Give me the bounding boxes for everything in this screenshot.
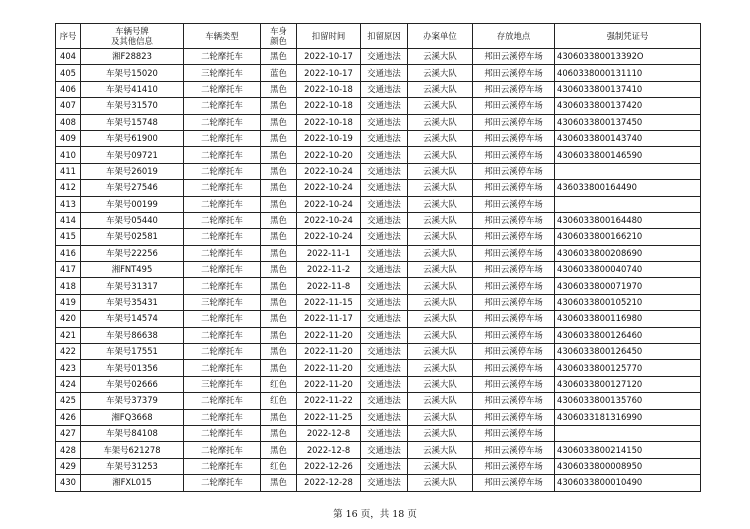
table-row <box>56 360 701 376</box>
cell-reason: 交通违法 <box>361 425 408 441</box>
cell-cert-no: 4306033800137420 <box>555 98 701 114</box>
cell-color: 黑色 <box>261 262 297 278</box>
cell-vehicle-type: 二轮摩托车 <box>184 229 261 245</box>
cell-detain-time: 2022-10-24 <box>297 229 361 245</box>
column-header: 序号 <box>56 24 81 49</box>
cell-unit: 云溪大队 <box>408 442 473 458</box>
table-row <box>56 130 701 146</box>
cell-plate: 车架号84108 <box>81 425 184 441</box>
table-row <box>56 180 701 196</box>
cell-detain-time: 2022-11-25 <box>297 409 361 425</box>
cell-detain-time: 2022-11-20 <box>297 376 361 392</box>
cell-detain-time: 2022-10-17 <box>297 49 361 65</box>
vehicle-detention-table <box>55 23 701 492</box>
cell-vehicle-type: 二轮摩托车 <box>184 475 261 491</box>
cell-location: 邦田云溪停车场 <box>473 196 555 212</box>
cell-cert-no: 4306033800164480 <box>555 212 701 228</box>
cell-location: 邦田云溪停车场 <box>473 147 555 163</box>
cell-index: 414 <box>56 212 81 228</box>
cell-color: 黑色 <box>261 229 297 245</box>
cell-cert-no: 4306033800040740 <box>555 262 701 278</box>
cell-color: 红色 <box>261 393 297 409</box>
column-header: 车身 颜色 <box>261 24 297 49</box>
table-row <box>56 229 701 245</box>
cell-plate: 车架号27546 <box>81 180 184 196</box>
cell-vehicle-type: 二轮摩托车 <box>184 425 261 441</box>
cell-color: 黑色 <box>261 98 297 114</box>
cell-plate: 车架号22256 <box>81 245 184 261</box>
cell-vehicle-type: 二轮摩托车 <box>184 327 261 343</box>
cell-vehicle-type: 二轮摩托车 <box>184 442 261 458</box>
table-row <box>56 376 701 392</box>
cell-cert-no: 4306033800127120 <box>555 376 701 392</box>
cell-plate: 车架号09721 <box>81 147 184 163</box>
cell-location: 邦田云溪停车场 <box>473 360 555 376</box>
cell-unit: 云溪大队 <box>408 458 473 474</box>
cell-cert-no <box>555 425 701 441</box>
cell-location: 邦田云溪停车场 <box>473 278 555 294</box>
cell-plate: 车架号31253 <box>81 458 184 474</box>
cell-reason: 交通违法 <box>361 180 408 196</box>
cell-plate: 车架号61900 <box>81 130 184 146</box>
cell-cert-no: 4306033800143740 <box>555 130 701 146</box>
cell-reason: 交通违法 <box>361 98 408 114</box>
cell-color: 黑色 <box>261 196 297 212</box>
cell-vehicle-type: 二轮摩托车 <box>184 147 261 163</box>
column-header: 办案单位 <box>408 24 473 49</box>
cell-reason: 交通违法 <box>361 409 408 425</box>
cell-unit: 云溪大队 <box>408 278 473 294</box>
cell-index: 425 <box>56 393 81 409</box>
cell-color: 黑色 <box>261 278 297 294</box>
cell-color: 黑色 <box>261 311 297 327</box>
cell-reason: 交通违法 <box>361 475 408 491</box>
cell-detain-time: 2022-12-8 <box>297 442 361 458</box>
cell-color: 黑色 <box>261 147 297 163</box>
cell-index: 428 <box>56 442 81 458</box>
cell-detain-time: 2022-11-20 <box>297 360 361 376</box>
cell-cert-no: 4306033800116980 <box>555 311 701 327</box>
cell-plate: 车架号35431 <box>81 294 184 310</box>
cell-location: 邦田云溪停车场 <box>473 376 555 392</box>
table-row <box>56 393 701 409</box>
cell-index: 424 <box>56 376 81 392</box>
cell-color: 红色 <box>261 376 297 392</box>
cell-cert-no: 4306033800137450 <box>555 114 701 130</box>
cell-index: 417 <box>56 262 81 278</box>
cell-unit: 云溪大队 <box>408 163 473 179</box>
cell-vehicle-type: 二轮摩托车 <box>184 130 261 146</box>
cell-unit: 云溪大队 <box>408 344 473 360</box>
cell-detain-time: 2022-11-2 <box>297 262 361 278</box>
cell-color: 黑色 <box>261 49 297 65</box>
table-row <box>56 294 701 310</box>
cell-color: 黑色 <box>261 425 297 441</box>
cell-plate: 车架号14574 <box>81 311 184 327</box>
cell-location: 邦田云溪停车场 <box>473 262 555 278</box>
cell-index: 408 <box>56 114 81 130</box>
table-row <box>56 245 701 261</box>
cell-detain-time: 2022-10-24 <box>297 163 361 179</box>
cell-location: 邦田云溪停车场 <box>473 294 555 310</box>
cell-location: 邦田云溪停车场 <box>473 180 555 196</box>
cell-reason: 交通违法 <box>361 147 408 163</box>
cell-unit: 云溪大队 <box>408 196 473 212</box>
cell-detain-time: 2022-10-18 <box>297 98 361 114</box>
cell-index: 429 <box>56 458 81 474</box>
cell-detain-time: 2022-11-20 <box>297 327 361 343</box>
cell-reason: 交通违法 <box>361 376 408 392</box>
cell-reason: 交通违法 <box>361 327 408 343</box>
cell-cert-no: 4306033800135760 <box>555 393 701 409</box>
column-header: 扣留原因 <box>361 24 408 49</box>
table-row <box>56 262 701 278</box>
cell-plate: 车架号86638 <box>81 327 184 343</box>
cell-plate: 车架号02581 <box>81 229 184 245</box>
cell-cert-no: 430603380013392O <box>555 49 701 65</box>
cell-reason: 交通违法 <box>361 278 408 294</box>
cell-cert-no: 4306033800166210 <box>555 229 701 245</box>
cell-vehicle-type: 二轮摩托车 <box>184 212 261 228</box>
cell-color: 黑色 <box>261 327 297 343</box>
cell-vehicle-type: 二轮摩托车 <box>184 98 261 114</box>
cell-index: 422 <box>56 344 81 360</box>
cell-reason: 交通违法 <box>361 81 408 97</box>
cell-location: 邦田云溪停车场 <box>473 458 555 474</box>
cell-detain-time: 2022-11-15 <box>297 294 361 310</box>
cell-location: 邦田云溪停车场 <box>473 130 555 146</box>
cell-cert-no: 4306033800126460 <box>555 327 701 343</box>
cell-location: 邦田云溪停车场 <box>473 245 555 261</box>
column-header: 扣留时间 <box>297 24 361 49</box>
cell-vehicle-type: 二轮摩托车 <box>184 163 261 179</box>
cell-reason: 交通违法 <box>361 344 408 360</box>
cell-unit: 云溪大队 <box>408 311 473 327</box>
cell-unit: 云溪大队 <box>408 294 473 310</box>
cell-location: 邦田云溪停车场 <box>473 163 555 179</box>
cell-reason: 交通违法 <box>361 245 408 261</box>
cell-unit: 云溪大队 <box>408 409 473 425</box>
table-row <box>56 147 701 163</box>
table-row <box>56 196 701 212</box>
cell-index: 405 <box>56 65 81 81</box>
cell-detain-time: 2022-10-17 <box>297 65 361 81</box>
cell-index: 415 <box>56 229 81 245</box>
cell-cert-no: 4306033800214150 <box>555 442 701 458</box>
cell-plate: 车架号621278 <box>81 442 184 458</box>
cell-unit: 云溪大队 <box>408 393 473 409</box>
table-row <box>56 344 701 360</box>
table-header <box>56 24 701 49</box>
table-row <box>56 458 701 474</box>
cell-detain-time: 2022-10-20 <box>297 147 361 163</box>
cell-vehicle-type: 二轮摩托车 <box>184 360 261 376</box>
cell-detain-time: 2022-11-1 <box>297 245 361 261</box>
table-row <box>56 163 701 179</box>
cell-cert-no: 4306033800010490 <box>555 475 701 491</box>
cell-cert-no: 4306033800125770 <box>555 360 701 376</box>
table-row <box>56 327 701 343</box>
cell-reason: 交通违法 <box>361 458 408 474</box>
cell-cert-no: 4306033800208690 <box>555 245 701 261</box>
cell-detain-time: 2022-11-8 <box>297 278 361 294</box>
cell-color: 黑色 <box>261 81 297 97</box>
cell-color: 黑色 <box>261 294 297 310</box>
cell-location: 邦田云溪停车场 <box>473 344 555 360</box>
cell-cert-no: 4306033800137410 <box>555 81 701 97</box>
cell-unit: 云溪大队 <box>408 376 473 392</box>
cell-color: 黑色 <box>261 344 297 360</box>
cell-unit: 云溪大队 <box>408 130 473 146</box>
cell-location: 邦田云溪停车场 <box>473 442 555 458</box>
cell-detain-time: 2022-10-18 <box>297 114 361 130</box>
cell-detain-time: 2022-12-8 <box>297 425 361 441</box>
table-body <box>56 49 701 492</box>
table-row <box>56 98 701 114</box>
table-row <box>56 81 701 97</box>
cell-location: 邦田云溪停车场 <box>473 212 555 228</box>
cell-reason: 交通违法 <box>361 294 408 310</box>
cell-unit: 云溪大队 <box>408 262 473 278</box>
cell-vehicle-type: 二轮摩托车 <box>184 409 261 425</box>
cell-detain-time: 2022-11-22 <box>297 393 361 409</box>
cell-index: 404 <box>56 49 81 65</box>
cell-cert-no: 436033800164490 <box>555 180 701 196</box>
cell-reason: 交通违法 <box>361 130 408 146</box>
cell-unit: 云溪大队 <box>408 65 473 81</box>
cell-vehicle-type: 二轮摩托车 <box>184 262 261 278</box>
cell-cert-no: 4306033800146590 <box>555 147 701 163</box>
cell-plate: 车架号00199 <box>81 196 184 212</box>
column-header: 存放地点 <box>473 24 555 49</box>
cell-cert-no: 4306033800008950 <box>555 458 701 474</box>
cell-unit: 云溪大队 <box>408 327 473 343</box>
column-header: 车辆号牌 及其他信息 <box>81 24 184 49</box>
cell-vehicle-type: 二轮摩托车 <box>184 81 261 97</box>
cell-plate: 车架号15020 <box>81 65 184 81</box>
cell-location: 邦田云溪停车场 <box>473 81 555 97</box>
cell-plate: 车架号17551 <box>81 344 184 360</box>
cell-unit: 云溪大队 <box>408 81 473 97</box>
cell-unit: 云溪大队 <box>408 425 473 441</box>
cell-vehicle-type: 三轮摩托车 <box>184 65 261 81</box>
cell-unit: 云溪大队 <box>408 49 473 65</box>
cell-color: 黑色 <box>261 212 297 228</box>
cell-cert-no <box>555 196 701 212</box>
cell-plate: 车架号26019 <box>81 163 184 179</box>
table-row <box>56 409 701 425</box>
cell-location: 邦田云溪停车场 <box>473 311 555 327</box>
cell-reason: 交通违法 <box>361 196 408 212</box>
cell-vehicle-type: 三轮摩托车 <box>184 294 261 310</box>
cell-plate: 车架号15748 <box>81 114 184 130</box>
cell-vehicle-type: 二轮摩托车 <box>184 344 261 360</box>
cell-cert-no: 4306033800126450 <box>555 344 701 360</box>
cell-detain-time: 2022-11-17 <box>297 311 361 327</box>
cell-unit: 云溪大队 <box>408 147 473 163</box>
cell-reason: 交通违法 <box>361 212 408 228</box>
cell-location: 邦田云溪停车场 <box>473 409 555 425</box>
cell-cert-no: 4060338000131110 <box>555 65 701 81</box>
cell-cert-no: 4306033181316990 <box>555 409 701 425</box>
cell-plate: 车架号02666 <box>81 376 184 392</box>
cell-location: 邦田云溪停车场 <box>473 114 555 130</box>
cell-location: 邦田云溪停车场 <box>473 98 555 114</box>
cell-index: 409 <box>56 130 81 146</box>
cell-index: 416 <box>56 245 81 261</box>
cell-detain-time: 2022-11-20 <box>297 344 361 360</box>
cell-vehicle-type: 二轮摩托车 <box>184 114 261 130</box>
cell-cert-no: 4306033800071970 <box>555 278 701 294</box>
cell-detain-time: 2022-10-18 <box>297 81 361 97</box>
table-row <box>56 49 701 65</box>
cell-unit: 云溪大队 <box>408 114 473 130</box>
cell-vehicle-type: 二轮摩托车 <box>184 278 261 294</box>
cell-plate: 湘FQ3668 <box>81 409 184 425</box>
table-row <box>56 442 701 458</box>
cell-index: 427 <box>56 425 81 441</box>
cell-reason: 交通违法 <box>361 229 408 245</box>
cell-unit: 云溪大队 <box>408 229 473 245</box>
cell-color: 黑色 <box>261 130 297 146</box>
cell-index: 407 <box>56 98 81 114</box>
cell-reason: 交通违法 <box>361 114 408 130</box>
cell-detain-time: 2022-10-24 <box>297 196 361 212</box>
cell-color: 黑色 <box>261 442 297 458</box>
cell-index: 423 <box>56 360 81 376</box>
cell-unit: 云溪大队 <box>408 98 473 114</box>
cell-location: 邦田云溪停车场 <box>473 425 555 441</box>
cell-index: 418 <box>56 278 81 294</box>
cell-detain-time: 2022-12-28 <box>297 475 361 491</box>
table-row <box>56 311 701 327</box>
cell-plate: 车架号31317 <box>81 278 184 294</box>
cell-index: 420 <box>56 311 81 327</box>
cell-plate: 湘FXL015 <box>81 475 184 491</box>
cell-cert-no <box>555 163 701 179</box>
cell-plate: 车架号05440 <box>81 212 184 228</box>
cell-index: 430 <box>56 475 81 491</box>
cell-vehicle-type: 三轮摩托车 <box>184 376 261 392</box>
cell-detain-time: 2022-12-26 <box>297 458 361 474</box>
cell-vehicle-type: 二轮摩托车 <box>184 393 261 409</box>
cell-color: 红色 <box>261 458 297 474</box>
cell-index: 411 <box>56 163 81 179</box>
cell-color: 黑色 <box>261 245 297 261</box>
cell-color: 蓝色 <box>261 65 297 81</box>
page-footer: 第 16 页，共 18 页 <box>333 509 417 520</box>
cell-unit: 云溪大队 <box>408 475 473 491</box>
cell-reason: 交通违法 <box>361 393 408 409</box>
cell-unit: 云溪大队 <box>408 212 473 228</box>
cell-vehicle-type: 二轮摩托车 <box>184 245 261 261</box>
table-row <box>56 114 701 130</box>
cell-unit: 云溪大队 <box>408 180 473 196</box>
cell-reason: 交通违法 <box>361 311 408 327</box>
cell-reason: 交通违法 <box>361 49 408 65</box>
cell-location: 邦田云溪停车场 <box>473 475 555 491</box>
table-row <box>56 278 701 294</box>
table-row <box>56 212 701 228</box>
cell-location: 邦田云溪停车场 <box>473 327 555 343</box>
cell-color: 黑色 <box>261 180 297 196</box>
column-header: 强制凭证号 <box>555 24 701 49</box>
cell-index: 412 <box>56 180 81 196</box>
cell-color: 黑色 <box>261 475 297 491</box>
cell-plate: 车架号41410 <box>81 81 184 97</box>
column-header: 车辆类型 <box>184 24 261 49</box>
cell-detain-time: 2022-10-19 <box>297 130 361 146</box>
cell-vehicle-type: 二轮摩托车 <box>184 49 261 65</box>
cell-detain-time: 2022-10-24 <box>297 212 361 228</box>
cell-unit: 云溪大队 <box>408 360 473 376</box>
cell-index: 421 <box>56 327 81 343</box>
cell-vehicle-type: 二轮摩托车 <box>184 458 261 474</box>
cell-index: 406 <box>56 81 81 97</box>
cell-index: 419 <box>56 294 81 310</box>
cell-plate: 车架号37379 <box>81 393 184 409</box>
cell-reason: 交通违法 <box>361 262 408 278</box>
cell-index: 410 <box>56 147 81 163</box>
cell-reason: 交通违法 <box>361 65 408 81</box>
cell-location: 邦田云溪停车场 <box>473 65 555 81</box>
cell-unit: 云溪大队 <box>408 245 473 261</box>
cell-color: 黑色 <box>261 114 297 130</box>
cell-plate: 车架号01356 <box>81 360 184 376</box>
cell-index: 426 <box>56 409 81 425</box>
cell-location: 邦田云溪停车场 <box>473 229 555 245</box>
cell-location: 邦田云溪停车场 <box>473 393 555 409</box>
header-row <box>56 24 701 49</box>
cell-plate: 湘F28823 <box>81 49 184 65</box>
cell-reason: 交通违法 <box>361 442 408 458</box>
cell-location: 邦田云溪停车场 <box>473 49 555 65</box>
cell-plate: 湘FNT495 <box>81 262 184 278</box>
cell-cert-no: 4306033800105210 <box>555 294 701 310</box>
cell-reason: 交通违法 <box>361 163 408 179</box>
table-row <box>56 475 701 491</box>
cell-color: 黑色 <box>261 360 297 376</box>
cell-index: 413 <box>56 196 81 212</box>
cell-plate: 车架号31570 <box>81 98 184 114</box>
cell-detain-time: 2022-10-24 <box>297 180 361 196</box>
cell-reason: 交通违法 <box>361 360 408 376</box>
cell-vehicle-type: 二轮摩托车 <box>184 196 261 212</box>
cell-color: 黑色 <box>261 409 297 425</box>
cell-vehicle-type: 二轮摩托车 <box>184 311 261 327</box>
table-row <box>56 65 701 81</box>
cell-color: 黑色 <box>261 163 297 179</box>
table-row <box>56 425 701 441</box>
cell-vehicle-type: 二轮摩托车 <box>184 180 261 196</box>
